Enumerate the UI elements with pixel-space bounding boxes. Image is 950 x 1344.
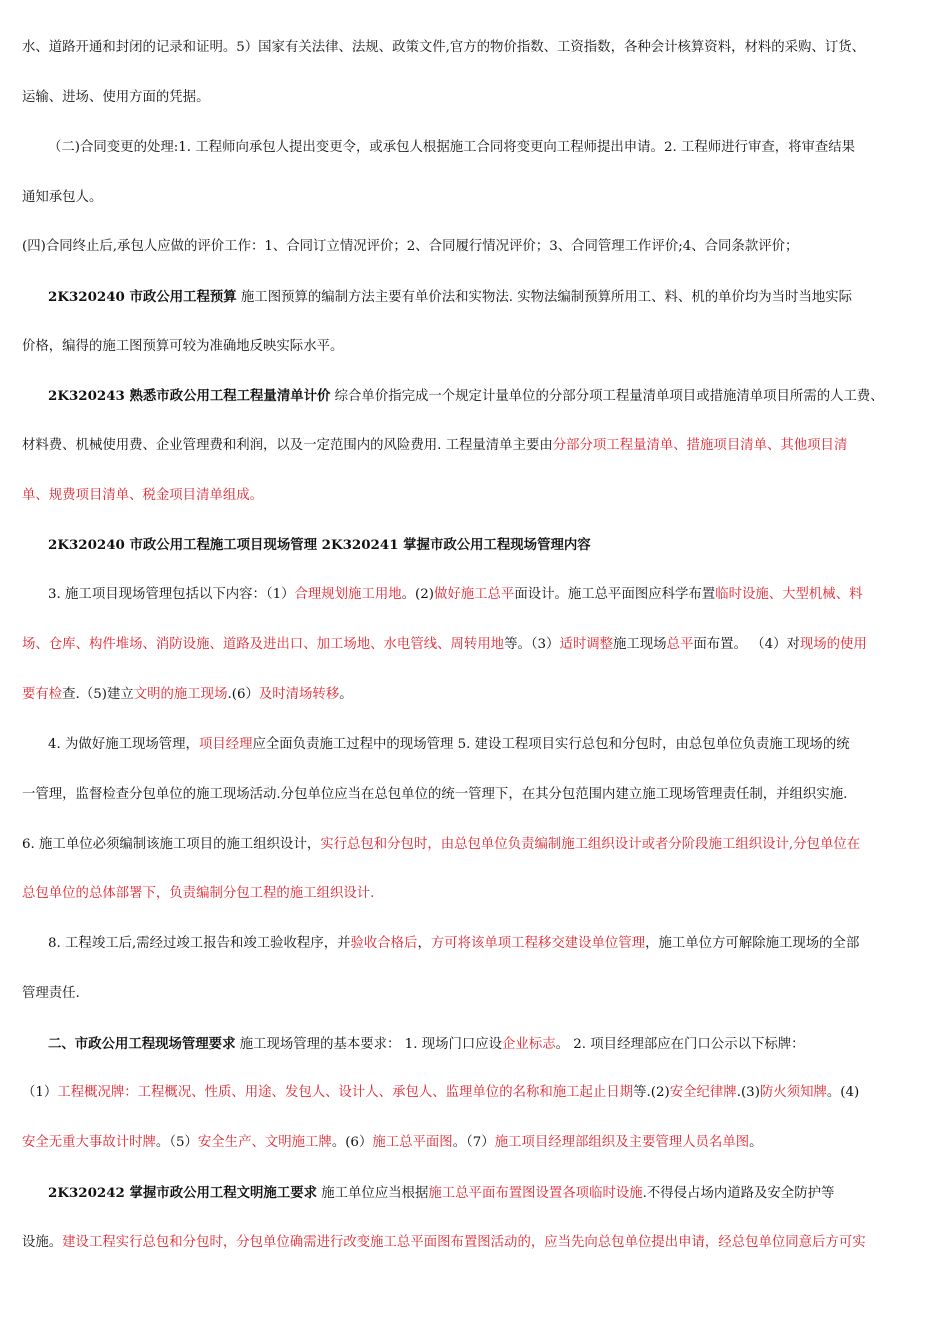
- text-line: [22, 88, 209, 108]
- highlighted-text: 做好施工总平: [433, 587, 515, 602]
- text-line: [22, 884, 374, 904]
- text-run: 。: [749, 1135, 763, 1150]
- highlighted-text: 实行总包和分包时，由总包单位负责编制施工组织设计或者分阶段施工组织设计,分包单位在: [320, 837, 861, 852]
- text-line: [22, 984, 80, 1004]
- highlighted-text: 方可将该单项工程移交建设单位管理: [430, 936, 646, 951]
- text-line: [48, 138, 855, 158]
- text-line: [22, 436, 847, 456]
- highlighted-text: 适时调整: [559, 637, 614, 652]
- highlighted-text: 施工总平面布置图设置各项临时设施: [428, 1186, 643, 1201]
- text-run: （二)合同变更的处理:1. 工程师向承包人提出变更令，或承包人根据施工合同将变更向工程师提出申请。2. 工程师进行审查，将审查结果: [48, 140, 856, 155]
- text-line: [48, 585, 862, 605]
- text-run: 一管理，监督检查分包单位的施工现场活动.分包单位应当在总包单位的统一管理下，在其分包范围内建立施工现场管理责任制，并组织实施.: [22, 787, 848, 802]
- text-run: 。（7）: [452, 1135, 495, 1150]
- text-run: 等.(2): [633, 1085, 670, 1100]
- text-run: 通知承包人。: [22, 190, 103, 205]
- text-run: 材料费、机械使用费、企业管理费和利润，以及一定范围内的风险费用. 工程量清单主要由: [22, 438, 553, 453]
- text-run: 管理责任.: [22, 986, 80, 1001]
- text-run: 施工单位应当根据: [317, 1186, 429, 1201]
- text-run: 价格，编得的施工图预算可较为准确地反映实际水平。: [22, 339, 344, 354]
- text-run: 面布置。 （4）对: [693, 637, 800, 652]
- text-run: 应全面负责施工过程中的现场管理 5. 建设工程项目实行总包和分包时，由总包单位负责施工现场的统: [252, 737, 850, 752]
- text-run: (四)合同终止后,承包人应做的评价工作：1、合同订立情况评价；2、合同履行情况评价；3、合同管理工作评价;4、合同条款评价；: [22, 239, 799, 254]
- text-run: 施工现场管理的基本要求： 1. 现场门口应设: [235, 1037, 503, 1052]
- text-line: [48, 1183, 834, 1203]
- text-run: ，施工单位方可解除施工现场的全部: [645, 936, 860, 951]
- text-run: 6. 施工单位必须编制该施工项目的施工组织设计，: [22, 837, 321, 852]
- highlighted-text: 验收合格后: [350, 936, 418, 951]
- heading-text: 2K320243 熟悉市政公用工程工程量清单计价: [48, 388, 331, 404]
- text-run: .(3): [736, 1085, 760, 1100]
- highlighted-text: 安全生产、文明施工牌: [197, 1135, 332, 1150]
- text-run: 。（5）: [155, 1135, 198, 1150]
- highlighted-text: 分部分项工程量清单、措施项目清单、其他项目清: [552, 438, 848, 453]
- text-run: 。 2. 项目经理部应在门口公示以下标牌：: [555, 1037, 805, 1052]
- text-line: [48, 287, 852, 307]
- text-run: 施工现场: [613, 637, 667, 652]
- highlighted-text: 工程概况牌：工程概况、性质、用途、发包人、设计人、承包人、监理单位的名称和施工起止日期: [57, 1085, 634, 1100]
- text-line: [22, 785, 847, 805]
- text-line: [48, 1034, 805, 1054]
- text-line: [48, 535, 591, 555]
- text-run: 8. 工程竣工后,需经过竣工报告和竣工验收程序，并: [48, 936, 351, 951]
- text-line: [48, 735, 850, 755]
- highlighted-text: 单、规费项目清单、税金项目清单组成。: [22, 488, 264, 503]
- text-line: [22, 38, 865, 58]
- highlighted-text: 施工总平面图: [372, 1135, 453, 1150]
- text-run: 。(6）: [331, 1135, 373, 1150]
- highlighted-text: 企业标志: [502, 1037, 556, 1052]
- highlighted-text: 施工项目经理部组织及主要管理人员名单图: [494, 1135, 750, 1150]
- heading-text: 2K320240 市政公用工程施工项目现场管理 2K320241 掌握市政公用工程现场管理内容: [48, 537, 591, 553]
- text-line: [48, 386, 884, 406]
- highlighted-text: 临时设施、大型机械、料: [715, 587, 863, 602]
- text-run: ，: [417, 936, 431, 951]
- highlighted-text: 防火须知牌: [759, 1085, 827, 1100]
- text-line: [22, 237, 798, 257]
- text-run: （1）: [22, 1085, 58, 1100]
- text-run: 水、道路开通和封闭的记录和证明。5）国家有关法律、法规、政策文件,官方的物价指数、工资指数，各种会计核算资料，材料的采购、订货、: [22, 40, 865, 55]
- text-line: [22, 685, 353, 705]
- text-run: .(6）: [227, 687, 259, 702]
- text-run: 3. 施工项目现场管理包括以下内容：（1）: [48, 587, 295, 602]
- text-line: [22, 337, 343, 357]
- heading-text: 2K320242 掌握市政公用工程文明施工要求: [48, 1185, 317, 1201]
- highlighted-text: 场、仓库、构件堆场、消防设施、道路及进出口、加工场地、水电管线、周转用地: [22, 637, 505, 652]
- text-line: [22, 1083, 859, 1103]
- text-run: 运输、进场、使用方面的凭据。: [22, 90, 210, 105]
- highlighted-text: 总平: [666, 637, 694, 652]
- text-run: 施工图预算的编制方法主要有单价法和实物法. 实物法编制预算所用工、料、机的单价均为当时当地实际: [236, 290, 853, 305]
- highlighted-text: 安全纪律牌: [669, 1085, 737, 1100]
- text-run: 4. 为做好施工现场管理，: [48, 737, 199, 752]
- text-run: 。(2): [401, 587, 434, 602]
- text-run: 综合单价指完成一个规定计量单位的分部分项工程量清单项目或措施清单项目所需的人工费、: [330, 389, 884, 404]
- text-run: 。: [339, 687, 353, 702]
- highlighted-text: 现场的使用: [799, 637, 867, 652]
- text-line: [48, 934, 859, 954]
- text-line: [22, 1133, 763, 1153]
- highlighted-text: 合理规划施工用地: [294, 587, 402, 602]
- highlighted-text: 建设工程实行总包和分包时，分包单位确需进行改变施工总平面图布置图活动的，应当先向总包单位提出申请，经总包单位同意后方可实: [62, 1235, 866, 1250]
- highlighted-text: 总包单位的总体部署下，负责编制分包工程的施工组织设计.: [22, 886, 375, 901]
- highlighted-text: 要有检: [22, 687, 63, 702]
- heading-text: 二、市政公用工程现场管理要求: [48, 1036, 236, 1052]
- text-run: 等。（3）: [504, 637, 560, 652]
- text-line: [22, 1233, 866, 1253]
- text-line: [22, 486, 263, 506]
- text-run: 设施。: [22, 1235, 63, 1250]
- text-line: [22, 635, 867, 655]
- heading-text: 2K320240 市政公用工程预算: [48, 289, 237, 305]
- highlighted-text: 安全无重大事故计时牌: [22, 1135, 156, 1150]
- highlighted-text: 文明的施工现场: [133, 687, 228, 702]
- text-run: 。(4): [826, 1085, 860, 1100]
- text-line: [22, 835, 860, 855]
- text-run: .不得侵占场内道路及安全防护等: [642, 1186, 835, 1201]
- highlighted-text: 及时清场转移: [258, 687, 340, 702]
- text-run: 面设计。施工总平面图应科学布置: [514, 587, 716, 602]
- text-run: 查.（5)建立: [62, 687, 134, 702]
- highlighted-text: 项目经理: [198, 737, 253, 752]
- text-line: [22, 188, 102, 208]
